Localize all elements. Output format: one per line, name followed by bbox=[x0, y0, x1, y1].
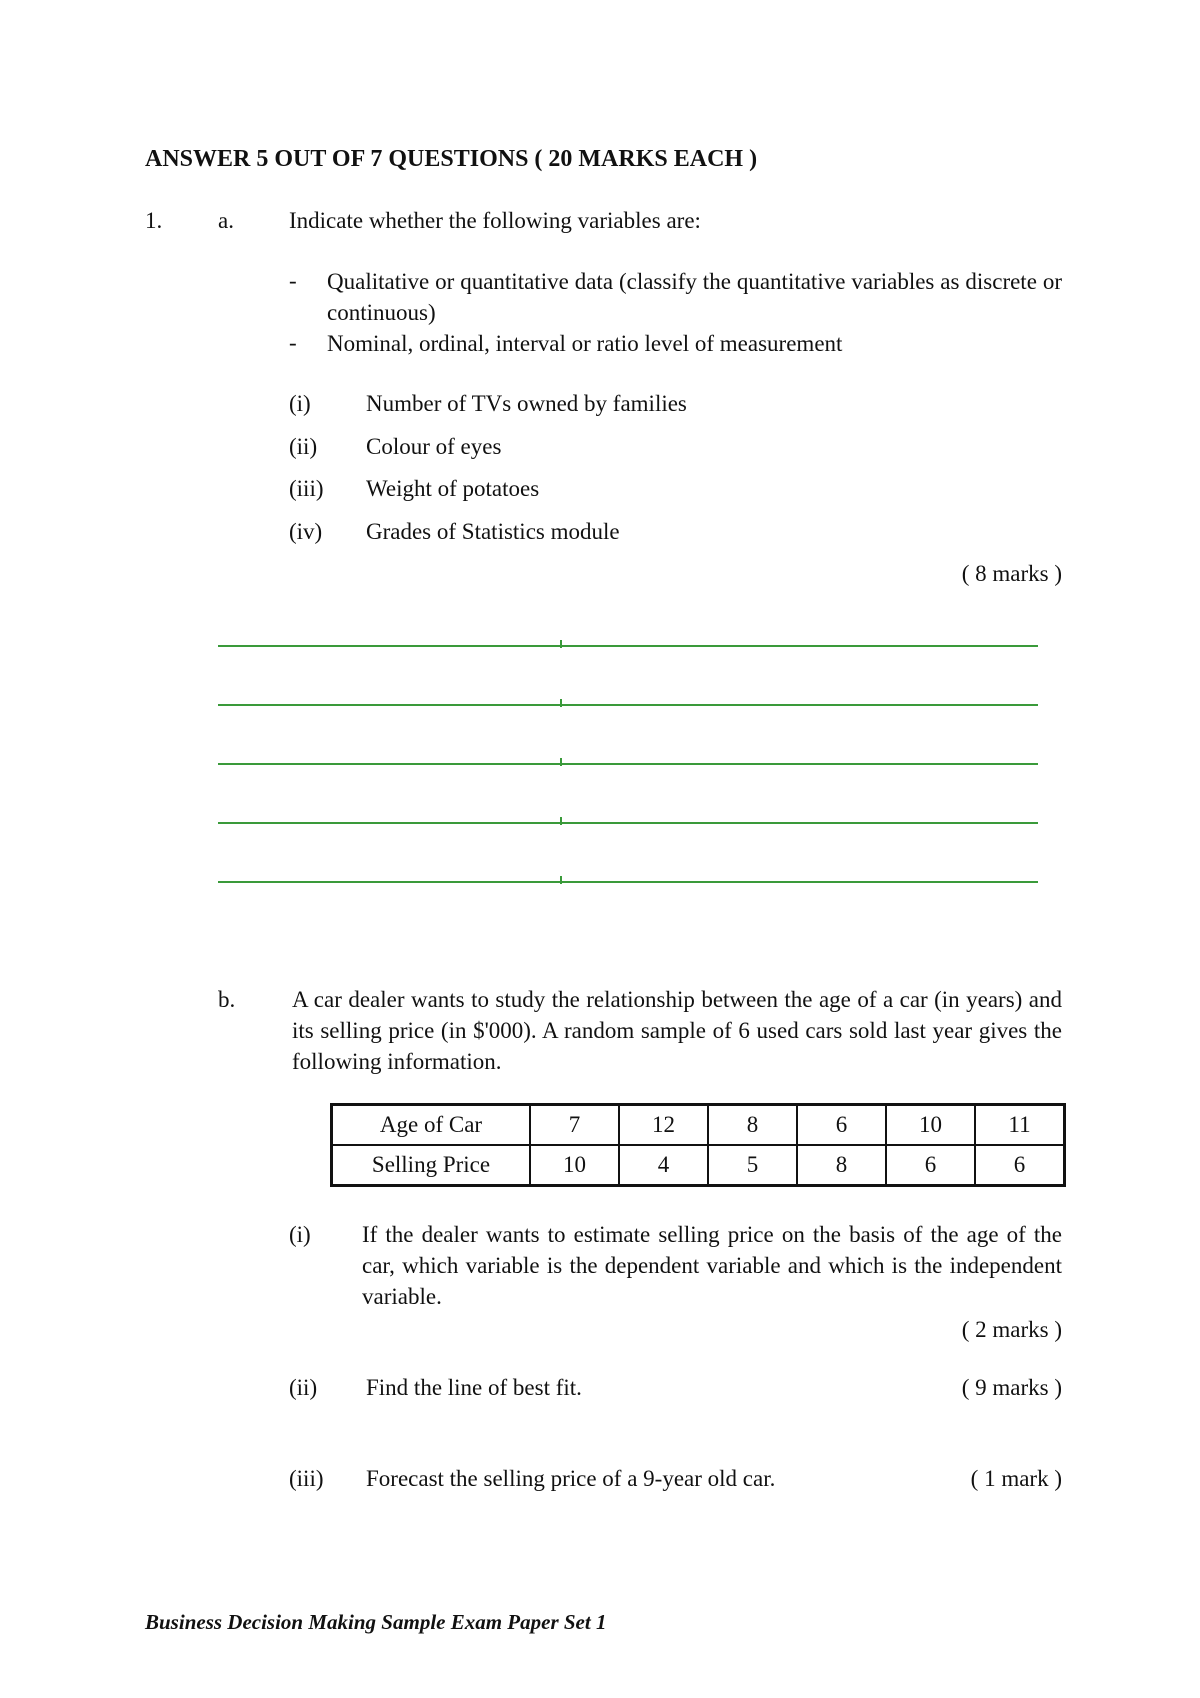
instructions-heading: ANSWER 5 OUT OF 7 QUESTIONS ( 20 MARKS EACH ) bbox=[145, 146, 758, 172]
part-a-marks: ( 8 marks ) bbox=[961, 561, 1062, 586]
table-cell: 8 bbox=[708, 1105, 797, 1146]
answer-line[interactable] bbox=[218, 704, 1038, 706]
bullet-dash: - bbox=[289, 330, 297, 355]
item-text: Colour of eyes bbox=[366, 434, 502, 459]
bullet-measurement-levels: Nominal, ordinal, interval or ratio level of measurement bbox=[327, 331, 843, 356]
table-cell: 7 bbox=[530, 1105, 619, 1146]
answer-line[interactable] bbox=[218, 822, 1038, 824]
table-cell: 5 bbox=[708, 1145, 797, 1186]
table-cell: 12 bbox=[619, 1105, 708, 1146]
table-row bbox=[332, 1105, 1065, 1146]
item-number: (iii) bbox=[289, 476, 324, 501]
part-a-intro: Indicate whether the following variables are: bbox=[289, 208, 701, 233]
item-text: Grades of Statistics module bbox=[366, 519, 620, 544]
part-b-label: b. bbox=[218, 987, 236, 1012]
table-cell: 8 bbox=[797, 1145, 886, 1186]
item-marks: ( 2 marks ) bbox=[961, 1317, 1062, 1342]
answer-line[interactable] bbox=[218, 645, 1038, 647]
item-number: (ii) bbox=[289, 1375, 318, 1400]
table-cell: 6 bbox=[886, 1145, 975, 1186]
part-b-intro: A car dealer wants to study the relationship between the age of a car (in years) and its selling price (in $'000). A random sample of 6 used cars sold last year gives the following information. bbox=[292, 987, 1062, 1074]
bullet-qualitative-quantitative: Qualitative or quantitative data (classify the quantitative variables as discrete or continuous) bbox=[327, 269, 1062, 325]
row-label: Selling Price bbox=[332, 1145, 531, 1186]
bullet-dash: - bbox=[289, 268, 297, 293]
table-cell: 4 bbox=[619, 1145, 708, 1186]
item-text: Find the line of best fit. bbox=[366, 1375, 582, 1400]
answer-line[interactable] bbox=[218, 763, 1038, 765]
page-footer: Business Decision Making Sample Exam Paper Set 1 bbox=[145, 1610, 607, 1634]
table-row bbox=[332, 1145, 1065, 1186]
table-cell: 10 bbox=[886, 1105, 975, 1146]
item-number: (iii) bbox=[289, 1466, 324, 1491]
table-cell: 11 bbox=[975, 1105, 1065, 1146]
item-number: (iv) bbox=[289, 519, 323, 544]
item-number: (i) bbox=[289, 1222, 311, 1247]
item-text: Number of TVs owned by families bbox=[366, 391, 687, 416]
item-text: Forecast the selling price of a 9-year old car. bbox=[366, 1466, 776, 1491]
row-label: Age of Car bbox=[332, 1105, 531, 1146]
item-marks: ( 1 mark ) bbox=[970, 1466, 1062, 1491]
item-number: (i) bbox=[289, 391, 311, 416]
question-number: 1. bbox=[145, 208, 163, 233]
table-cell: 6 bbox=[797, 1105, 886, 1146]
car-data-table bbox=[330, 1103, 1066, 1187]
item-marks: ( 9 marks ) bbox=[961, 1375, 1062, 1400]
answer-line[interactable] bbox=[218, 881, 1038, 883]
item-text: Weight of potatoes bbox=[366, 476, 540, 501]
item-number: (ii) bbox=[289, 434, 318, 459]
table-cell: 6 bbox=[975, 1145, 1065, 1186]
table-cell: 10 bbox=[530, 1145, 619, 1186]
item-text: If the dealer wants to estimate selling price on the basis of the age of the car, which variable is the dependent variable and which is the independent variable. bbox=[362, 1222, 1062, 1309]
part-a-label: a. bbox=[218, 208, 234, 233]
